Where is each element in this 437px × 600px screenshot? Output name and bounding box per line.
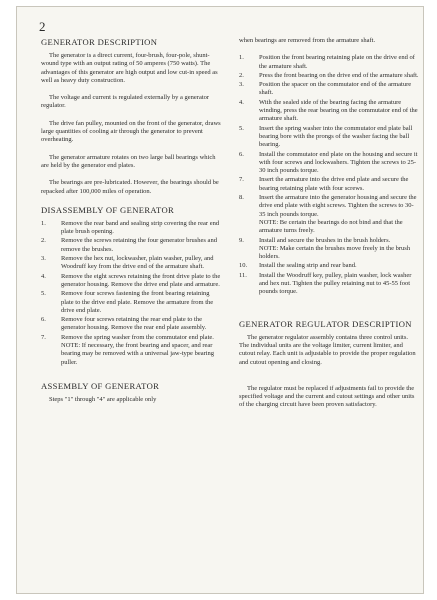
paragraph: The bearings are pre-lubricated. However, the bearings should be repacked after 100,000 miles of operation.	[41, 179, 219, 195]
step-item: 11. Install the Woodruff key, pulley, plain washer, lock washer and hex nut. Tighten the pulley retaining nut to 45-55 foot pounds torque.	[239, 271, 412, 296]
step-item: 1. Remove the rear band and sealing strip covering the rear end plate brush opening.	[41, 219, 220, 236]
paragraph: Steps "1" through "4" are applicable only	[49, 395, 157, 403]
step-item: 2. Press the front bearing on the drive end of the armature shaft.	[239, 71, 419, 79]
step-item: 4. With the sealed side of the bearing facing the armature winding, press the rear bearing on the commutator end of the armature shaft.	[239, 98, 418, 123]
step-item: 9. Install and secure the brushes in the brush holders. NOTE: Make certain the brushes move freely in the brush holders.	[239, 237, 419, 262]
step-item: 4. Remove the eight screws retaining the front drive plate to the generator housing. Remove the drive end plate and armature.	[41, 272, 221, 288]
left-column	[41, 37, 221, 413]
regulator-heading: GENERATOR REGULATOR DESCRIPTION	[239, 318, 412, 329]
step-item: 8. Insert the armature into the generator housing and secure the drive end plate with eight screws. Tighten the screws to 30-35 inch pounds torque. NOTE: Be certain the bearings do not bind and that the armature turns freely.	[239, 194, 419, 235]
paragraph: The generator armature rotates on two large ball bearings which are held by the generator end plates.	[41, 153, 216, 169]
step-note: NOTE: Be certain the bearings do not bind and that the armature turns freely.	[259, 218, 403, 235]
page-number: 2	[39, 19, 46, 34]
step-item: 3. Position the spacer on the commutator end of the armature shaft.	[239, 81, 412, 97]
assembly-heading: ASSEMBLY OF GENERATOR	[41, 380, 160, 391]
step-item: 5. Remove four screws fastening the front bearing retaining plate to the drive end plate. Remove the armature from the drive end plate.	[41, 290, 214, 314]
step-note: NOTE: If necessary, the front bearing and spacer, and rear bearing may be removed with a universal jaw-type bearing puller.	[61, 342, 215, 366]
step-item: 5. Insert the spring washer into the commutator end plate ball bearing bore with the prongs of the washer facing the ball bearing.	[239, 124, 413, 149]
paragraph: The regulator must be replaced if adjustments fail to provide the specified voltage and the current and cutout settings and other units of the charging circuit have been proven satisfactory.	[239, 384, 415, 409]
step-item: 7. Remove the spring washer from the commutator end plate. NOTE: If necessary, the front bearing and spacer, and rear bearing may be removed with a universal jaw-type bearing puller.	[41, 334, 221, 367]
step-note: NOTE: Make certain the brushes move freely in the brush holders.	[259, 244, 411, 261]
step-item: 1. Position the front bearing retaining plate on the drive end of the armature shaft.	[239, 54, 415, 70]
step-item: 6. Remove four screws retaining the rear end plate to the generator housing. Remove the rear end plate assembly.	[41, 316, 207, 332]
right-column	[239, 37, 419, 419]
disassembly-steps	[41, 220, 221, 367]
paragraph: The generator is a direct current, four-brush, four-pole, shunt-wound type with an output rating of 50 amperes (750 watts). The advantages of this generator are high output and low cut-in speed as well as heavy duty construction.	[41, 52, 218, 84]
disassembly-heading: DISASSEMBLY OF GENERATOR	[41, 204, 175, 215]
step-item: 6. Install the commutator end plate on the housing and secure it with four screws and lockwashers. Tighten the screws to 25-30 inch pounds torque.	[239, 150, 418, 175]
assembly-steps	[239, 54, 419, 296]
paragraph: The voltage and current is regulated externally by a generator regulator.	[41, 94, 210, 110]
generator-description-heading: GENERATOR DESCRIPTION	[41, 37, 158, 47]
paragraph: The generator regulator assembly contains three control units. The individual units are the voltage limiter, current limiter, and cutout relay. Each unit is adjustable to provide the proper regulation and cutout opening and closing.	[239, 333, 416, 366]
paragraph: The drive fan pulley, mounted on the front of the generator, draws large quantities of cooling air through the generator to prevent overheating.	[41, 119, 221, 144]
manual-page	[16, 6, 424, 594]
step-item: 2. Remove the screws retaining the four generator brushes and remove the brushes.	[41, 237, 217, 253]
paragraph-continuation: when bearings are removed from the armature shaft.	[239, 37, 376, 44]
step-item: 3. Remove the hex nut, lockwasher, plain washer, pulley, and Woodruff key from the drive end of the armature shaft.	[41, 255, 214, 271]
step-item: 10. Install the sealing strip and rear band.	[239, 262, 357, 270]
step-item: 7. Insert the armature into the drive end plate and secure the bearing retaining plate with four screws.	[239, 176, 409, 192]
